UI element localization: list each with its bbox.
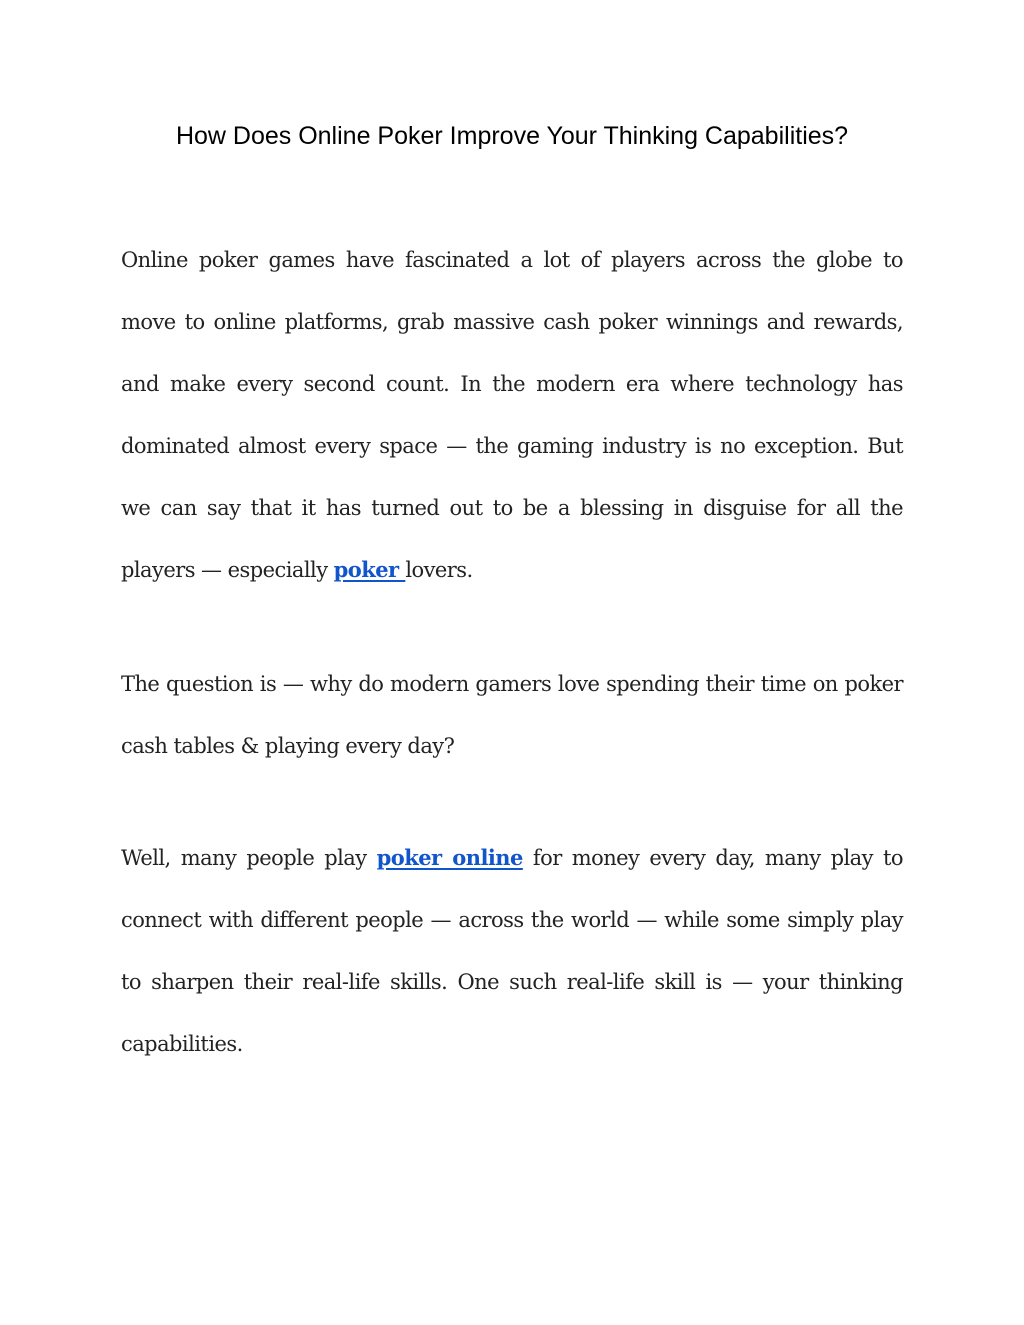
paragraph-answer-text: Well, many people play: [121, 846, 377, 870]
poker-link[interactable]: poker: [333, 557, 406, 582]
poker-online-link[interactable]: poker online: [376, 845, 523, 870]
paragraph-answer: [121, 827, 903, 1075]
paragraph-intro-text: Online poker games have fascinated a lot of players across the globe to move to online platforms, grab massive cash poker winnings and rewards, and make every second count. In the modern era where technology has dominated almost every space — the gaming industry is no exception. But we can say that it has turned out to be a blessing in disguise for all the players — especially: [121, 248, 903, 582]
paragraph-intro: [121, 229, 903, 601]
paragraph-question: The question is — why do modern gamers love spending their time on poker cash tables & playing every day?: [121, 672, 903, 758]
document-title: How Does Online Poker Improve Your Thinking Capabilities?: [175, 122, 849, 150]
paragraph-answer-tail: for money every day, many play to connect with different people — across the world — while some simply play to sharpen their real-life skills. One such real-life skill is — your thinking capabilities.: [121, 846, 903, 1056]
paragraph-intro-tail: lovers.: [405, 558, 473, 582]
